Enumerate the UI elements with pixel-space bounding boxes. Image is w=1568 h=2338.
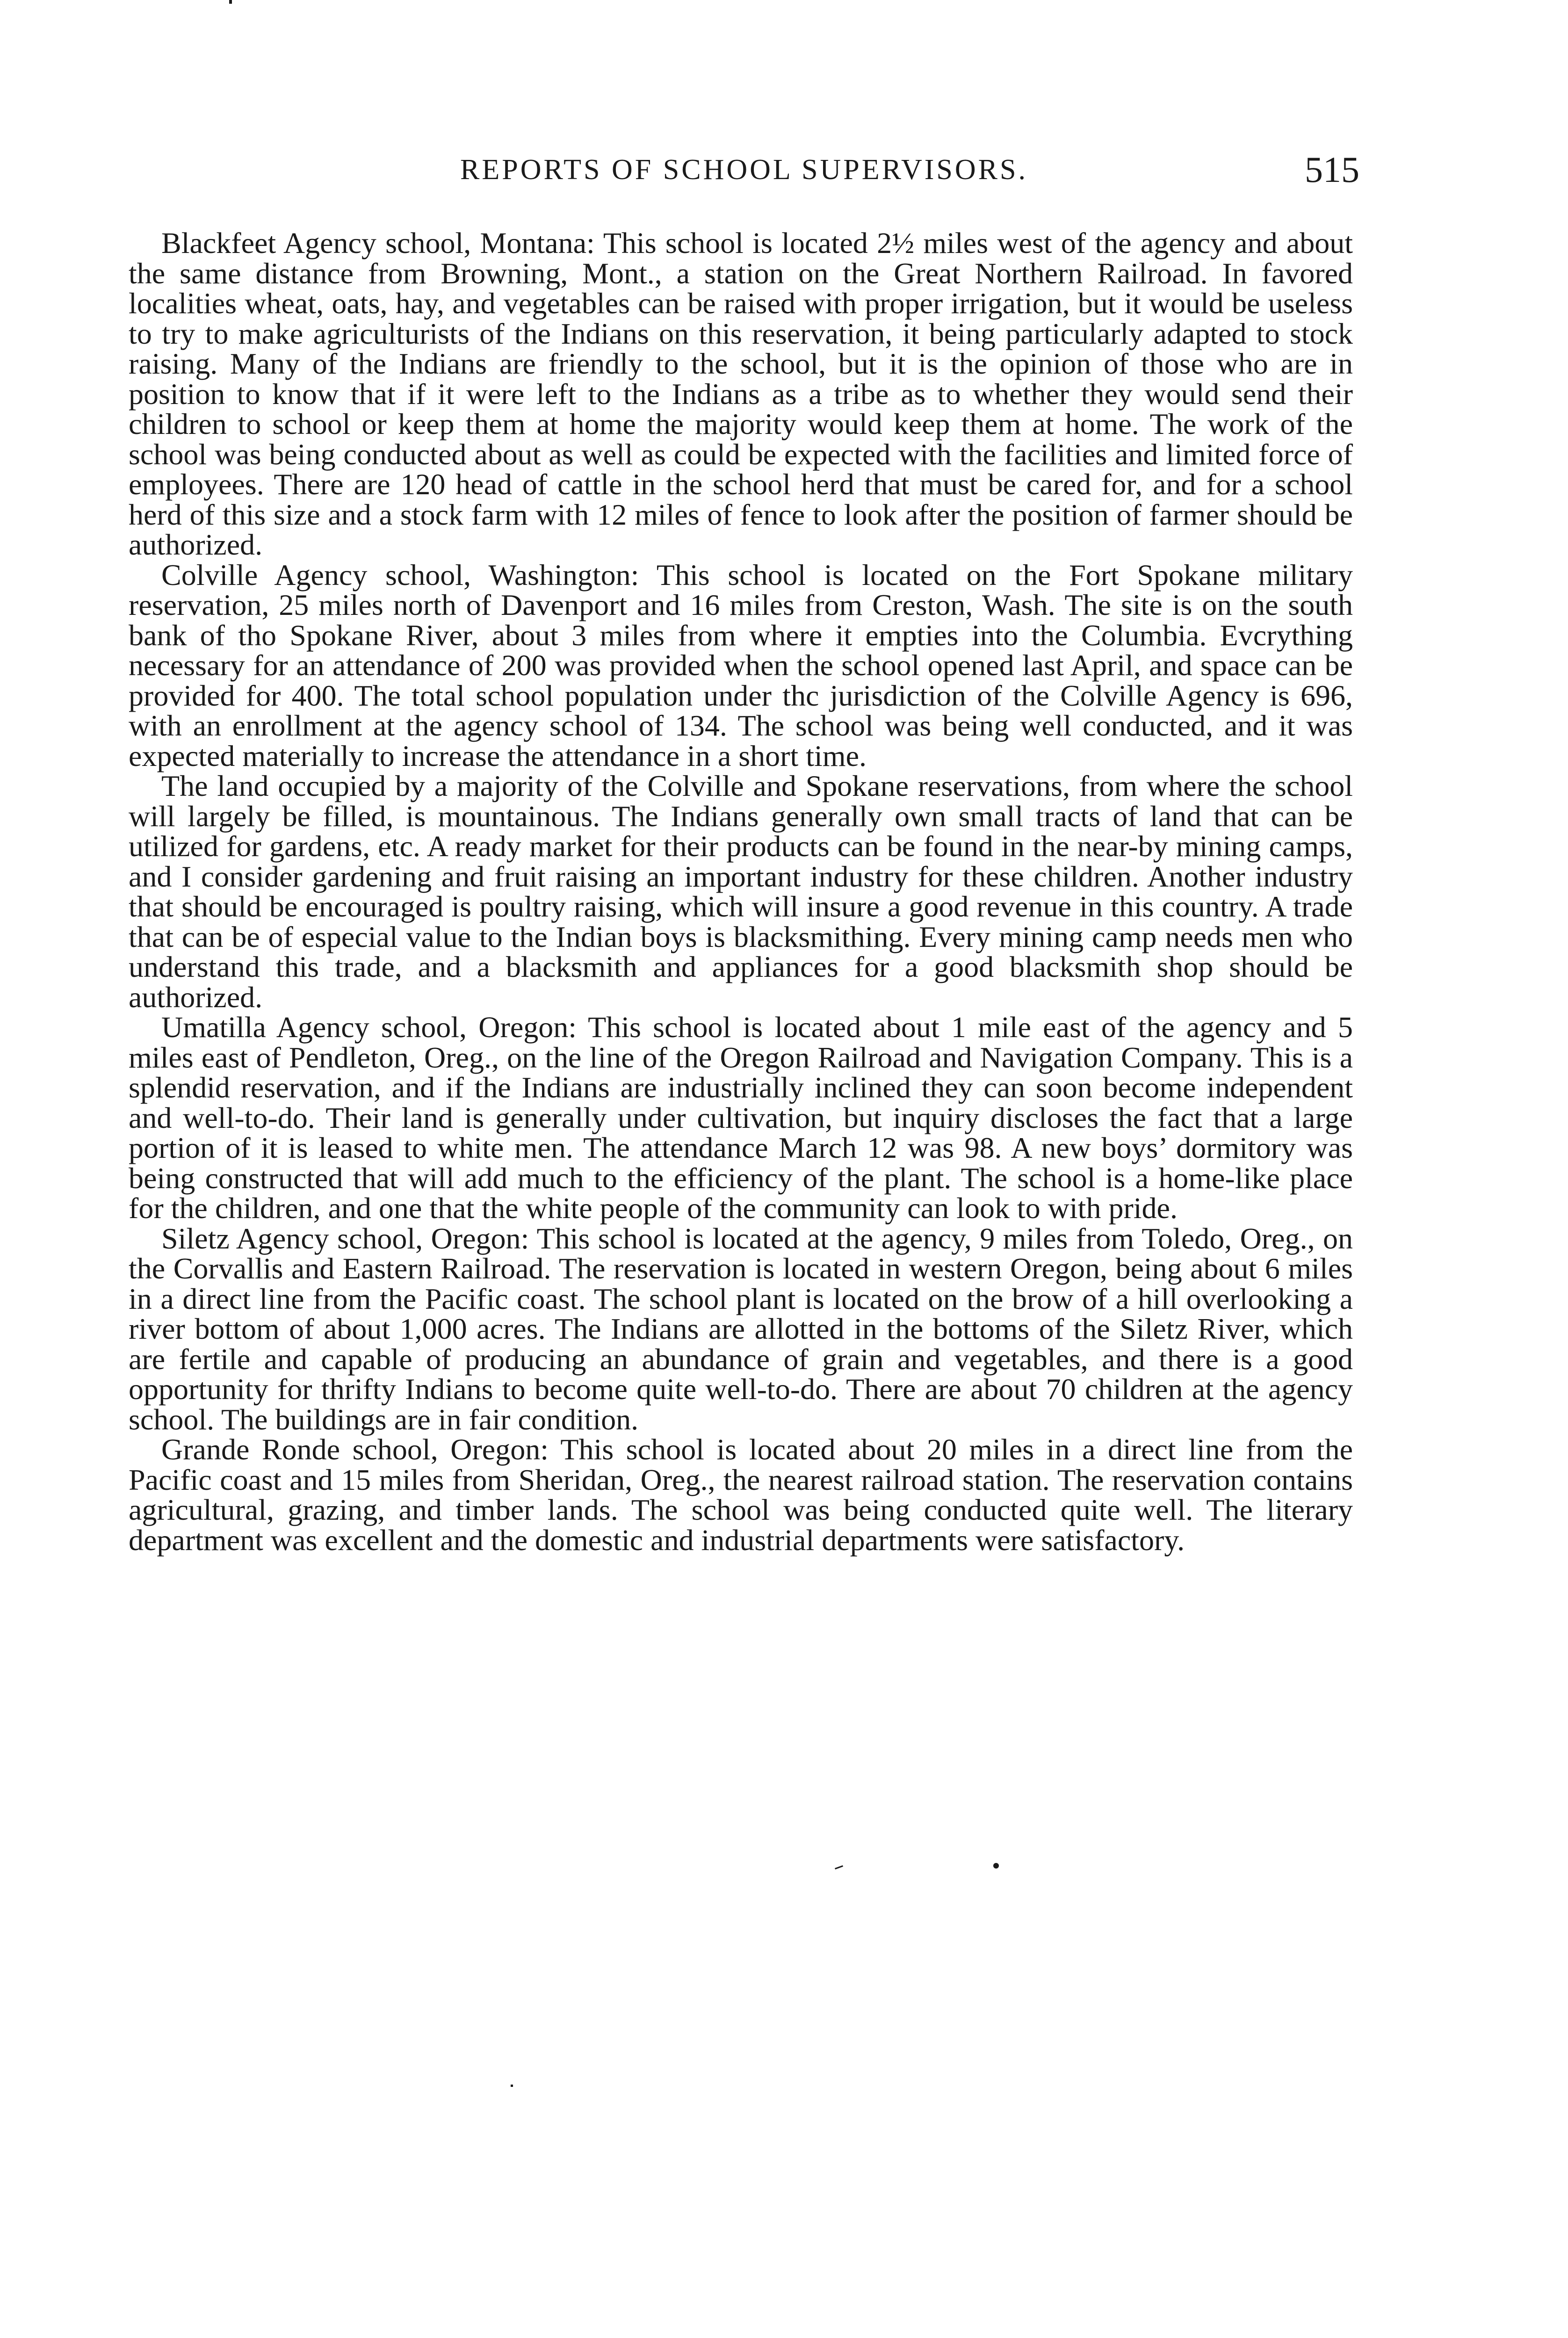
scan-speck-end-mark bbox=[993, 1863, 999, 1869]
scan-speck-lower bbox=[511, 2085, 513, 2087]
body-text bbox=[129, 228, 1353, 1555]
scan-speck-top bbox=[229, 0, 232, 4]
paragraph-colville-land: The land occupied by a majority of the Colville and Spokane reservations, from where the school will largely be filled, is mountainous. The Indians generally own small tracts of land that can be utilized for gardens, etc. A ready market for their products can be found in the near-by mining camps, and I consider gardening and fruit raising an important industry for these children. Another industry that should be encouraged is poultry raising, which will insure a good revenue in this country. A trade that can be of especial value to the Indian boys is blacksmithing. Every mining camp needs men who understand this trade, and a blacksmith and appliances for a good blacksmith shop should be authorized. bbox=[129, 769, 1353, 1014]
paragraph-siletz: Siletz Agency school, Oregon: This school is located at the agency, 9 miles from Toledo, Oreg., on the Corvallis and Eastern Railroad. The reservation is located in western Oregon, being about 6 miles in a direct line from the Pacific coast. The school plant is located on the brow of a hill overlooking a river bottom of about 1,000 acres. The Indians are allotted in the bottoms of the Siletz River, which are fertile and capable of producing an abundance of grain and vegetables, and there is a good opportunity for thrifty Indians to become quite well-to-do. There are about 70 children at the agency school. The buildings are in fair condition. bbox=[129, 1221, 1353, 1436]
running-head bbox=[129, 149, 1359, 191]
scan-speck-dash bbox=[835, 1865, 843, 1869]
page-number: 515 bbox=[1305, 149, 1359, 190]
paragraph-grande-ronde: Grande Ronde school, Oregon: This school is located about 20 miles in a direct line from the Pacific coast and 15 miles from Sheridan, Oreg., the nearest railroad station. The reservation contains agricultural, grazing, and timber lands. The school was being conducted quite well. The literary department was excellent and the domestic and industrial departments were satisfactory. bbox=[129, 1433, 1353, 1557]
running-title: REPORTS OF SCHOOL SUPERVISORS. bbox=[460, 154, 1028, 186]
paragraph-colville: Colville Agency school, Washington: This school is located on the Fort Spokane military reservation, 25 miles north of Davenport and 16 miles from Creston, Wash. The site is on the south bank of tho Spokane River, about 3 miles from where it empties into the Columbia. Evcrything necessary for an attendance of 200 was provided when the school opened last April, and space can be provided for 400. The total school population under thc jurisdiction of the Colville Agency is 696, with an enrollment at the agency school of 134. The school was being well conducted, and it was expected materially to increase the attendance in a short time. bbox=[129, 558, 1353, 772]
paragraph-umatilla: Umatilla Agency school, Oregon: This school is located about 1 mile east of the agency and 5 miles east of Pendleton, Oreg., on the line of the Oregon Railroad and Navigation Company. This is a splendid reservation, and if the Indians are industrially inclined they can soon become independent and well-to-do. Their land is generally under cultivation, but inquiry discloses the fact that a large portion of it is leased to white men. The attendance March 12 was 98. A new boys’ dormitory was being constructed that will add much to the efficiency of the plant. The school is a home-like place for the children, and one that the white people of the community can look to with pride. bbox=[129, 1010, 1353, 1225]
paragraph-blackfeet: Blackfeet Agency school, Montana: This school is located 2½ miles west of the agency and about the same distance from Browning, Mont., a station on the Great Northern Railroad. In favored localities wheat, oats, hay, and vegetables can be raised with proper irrigation, but it would be useless to try to make agriculturists of the Indians on this reservation, it being particularly adapted to stock raising. Many of the Indians are friendly to the school, but it is the opinion of those who are in position to know that if it were left to the Indians as a tribe as to whether they would send their children to school or keep them at home the majority would keep them at home. The work of the school was being conducted about as well as could be expected with the facilities and limited force of employees. There are 120 head of cattle in the school herd that must be cared for, and for a school herd of this size and a stock farm with 12 miles of fence to look after the position of farmer should be authorized. bbox=[129, 226, 1353, 561]
